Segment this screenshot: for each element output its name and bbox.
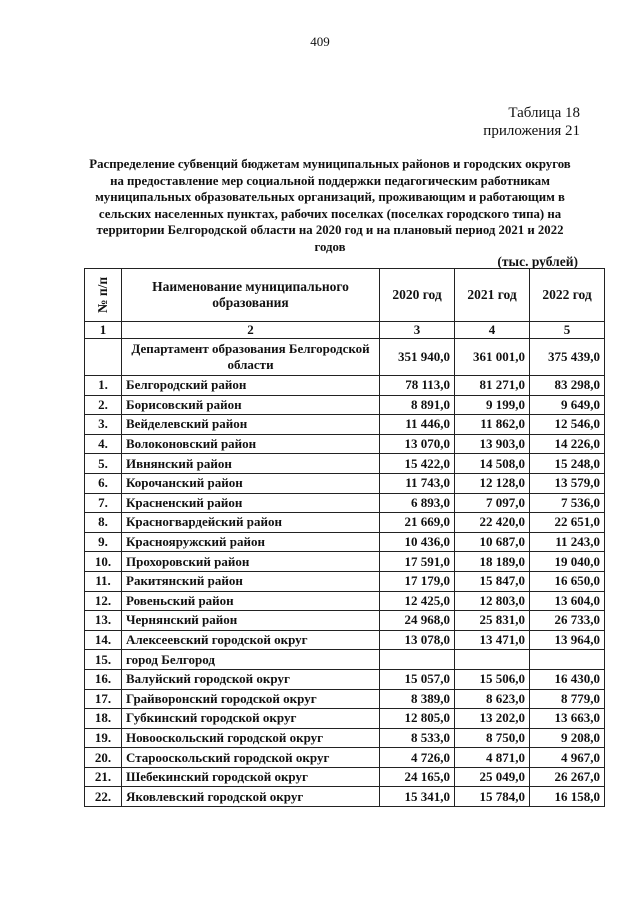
header-number	[85, 269, 122, 322]
row-name: Краснояружский район	[122, 532, 380, 552]
row-index: 2.	[85, 395, 122, 415]
row-2020: 17 591,0	[380, 552, 455, 572]
row-2020: 12 425,0	[380, 591, 455, 611]
row-index: 9.	[85, 532, 122, 552]
header-number-label: № п/п	[95, 276, 111, 314]
row-2020: 12 805,0	[380, 709, 455, 729]
table-row	[85, 415, 605, 435]
row-2022: 8 779,0	[530, 689, 605, 709]
row-2020	[380, 650, 455, 670]
row-index: 3.	[85, 415, 122, 435]
row-2021: 15 506,0	[455, 669, 530, 689]
row-2020: 10 436,0	[380, 532, 455, 552]
row-2020: 13 078,0	[380, 630, 455, 650]
row-2020: 15 341,0	[380, 787, 455, 807]
row-name: Ровеньский район	[122, 591, 380, 611]
department-2020: 351 940,0	[380, 339, 455, 376]
row-index: 11.	[85, 571, 122, 591]
column-number: 1	[85, 322, 122, 339]
row-2020: 6 893,0	[380, 493, 455, 513]
row-index: 19.	[85, 728, 122, 748]
row-2022: 13 604,0	[530, 591, 605, 611]
row-2022: 13 964,0	[530, 630, 605, 650]
table-row	[85, 473, 605, 493]
row-name: Ивнянский район	[122, 454, 380, 474]
table-row	[85, 689, 605, 709]
row-name: Алексеевский городской округ	[122, 630, 380, 650]
department-row	[85, 339, 605, 376]
row-2021: 8 750,0	[455, 728, 530, 748]
row-2022: 22 651,0	[530, 513, 605, 533]
table-row	[85, 728, 605, 748]
row-name: Чернянский район	[122, 611, 380, 631]
table-header-row	[85, 269, 605, 322]
row-name: Старооскольский городской округ	[122, 748, 380, 768]
column-number: 4	[455, 322, 530, 339]
row-name: Новооскольский городской округ	[122, 728, 380, 748]
table-row	[85, 748, 605, 768]
row-2021: 12 128,0	[455, 473, 530, 493]
header-2021: 2021 год	[455, 269, 530, 322]
row-name: город Белгород	[122, 650, 380, 670]
row-2020: 15 422,0	[380, 454, 455, 474]
row-index: 13.	[85, 611, 122, 631]
row-index: 4.	[85, 434, 122, 454]
caption-table-number: Таблица 18	[508, 105, 580, 121]
row-2021: 14 508,0	[455, 454, 530, 474]
table-row	[85, 552, 605, 572]
row-index: 20.	[85, 748, 122, 768]
row-name: Ракитянский район	[122, 571, 380, 591]
row-index: 18.	[85, 709, 122, 729]
row-index: 10.	[85, 552, 122, 572]
row-2020: 4 726,0	[380, 748, 455, 768]
row-name: Шебекинский городской округ	[122, 767, 380, 787]
row-2021: 15 847,0	[455, 571, 530, 591]
row-2020: 8 389,0	[380, 689, 455, 709]
table-row	[85, 376, 605, 396]
header-2022: 2022 год	[530, 269, 605, 322]
row-2022: 83 298,0	[530, 376, 605, 396]
row-name: Грайворонский городской округ	[122, 689, 380, 709]
row-2021: 4 871,0	[455, 748, 530, 768]
row-2020: 78 113,0	[380, 376, 455, 396]
row-2020: 17 179,0	[380, 571, 455, 591]
caption-appendix: приложения 21	[483, 123, 580, 139]
row-2021: 11 862,0	[455, 415, 530, 435]
row-2021: 8 623,0	[455, 689, 530, 709]
table-row	[85, 591, 605, 611]
row-name: Яковлевский городской округ	[122, 787, 380, 807]
department-index	[85, 339, 122, 376]
header-2020: 2020 год	[380, 269, 455, 322]
row-2022: 13 579,0	[530, 473, 605, 493]
row-name: Губкинский городской округ	[122, 709, 380, 729]
table-row	[85, 493, 605, 513]
row-index: 6.	[85, 473, 122, 493]
row-2021: 22 420,0	[455, 513, 530, 533]
row-index: 7.	[85, 493, 122, 513]
row-2021: 9 199,0	[455, 395, 530, 415]
table-row	[85, 669, 605, 689]
row-2022: 16 430,0	[530, 669, 605, 689]
row-2020: 21 669,0	[380, 513, 455, 533]
row-name: Корочанский район	[122, 473, 380, 493]
row-2020: 11 743,0	[380, 473, 455, 493]
column-number-row	[85, 322, 605, 339]
row-2021: 12 803,0	[455, 591, 530, 611]
row-index: 21.	[85, 767, 122, 787]
row-2020: 13 070,0	[380, 434, 455, 454]
subvention-table	[84, 268, 605, 807]
row-2021: 13 202,0	[455, 709, 530, 729]
row-index: 15.	[85, 650, 122, 670]
table-caption	[483, 104, 580, 140]
row-index: 8.	[85, 513, 122, 533]
table-row	[85, 650, 605, 670]
row-2021: 25 831,0	[455, 611, 530, 631]
table-row	[85, 454, 605, 474]
row-2020: 24 968,0	[380, 611, 455, 631]
table-row	[85, 395, 605, 415]
row-index: 12.	[85, 591, 122, 611]
row-2021: 10 687,0	[455, 532, 530, 552]
row-name: Красненский район	[122, 493, 380, 513]
row-2021: 81 271,0	[455, 376, 530, 396]
row-index: 17.	[85, 689, 122, 709]
row-index: 22.	[85, 787, 122, 807]
row-2021: 13 903,0	[455, 434, 530, 454]
row-2022: 9 208,0	[530, 728, 605, 748]
row-2022: 4 967,0	[530, 748, 605, 768]
row-2021	[455, 650, 530, 670]
row-name: Вейделевский район	[122, 415, 380, 435]
row-2022: 13 663,0	[530, 709, 605, 729]
row-index: 1.	[85, 376, 122, 396]
row-2020: 11 446,0	[380, 415, 455, 435]
department-2022: 375 439,0	[530, 339, 605, 376]
row-2022: 9 649,0	[530, 395, 605, 415]
row-2022: 19 040,0	[530, 552, 605, 572]
table-row	[85, 513, 605, 533]
column-number: 5	[530, 322, 605, 339]
page-number: 409	[310, 34, 330, 49]
row-name: Борисовский район	[122, 395, 380, 415]
row-name: Красногвардейский район	[122, 513, 380, 533]
row-2022	[530, 650, 605, 670]
row-2021: 7 097,0	[455, 493, 530, 513]
row-index: 16.	[85, 669, 122, 689]
row-2022: 15 248,0	[530, 454, 605, 474]
department-name: Департамент образования Белгородской области	[122, 339, 380, 376]
row-name: Прохоровский район	[122, 552, 380, 572]
row-2022: 14 226,0	[530, 434, 605, 454]
row-name: Валуйский городской округ	[122, 669, 380, 689]
row-name: Белгородский район	[122, 376, 380, 396]
column-number: 3	[380, 322, 455, 339]
department-2021: 361 001,0	[455, 339, 530, 376]
table-row	[85, 434, 605, 454]
units-label: (тыс. рублей)	[497, 254, 578, 269]
row-2020: 8 533,0	[380, 728, 455, 748]
document-heading: Распределение субвенций бюджетам муниципальных районов и городских округов на предоставление мер социальной поддержки педагогическим работникам муниципальных образовательных организаций, проживающим и работающим в сельских населенных пунктах, рабочих поселках (поселках городского типа) на территории Белгородской области на 2020 год и на плановый период 2021 и 2022 годов	[89, 157, 571, 254]
row-name: Волоконовский район	[122, 434, 380, 454]
table-row	[85, 787, 605, 807]
table-row	[85, 630, 605, 650]
row-2020: 24 165,0	[380, 767, 455, 787]
row-2022: 26 267,0	[530, 767, 605, 787]
row-2022: 16 650,0	[530, 571, 605, 591]
row-index: 14.	[85, 630, 122, 650]
table-row	[85, 571, 605, 591]
row-2021: 15 784,0	[455, 787, 530, 807]
row-2022: 16 158,0	[530, 787, 605, 807]
row-2022: 11 243,0	[530, 532, 605, 552]
row-2022: 7 536,0	[530, 493, 605, 513]
table-row	[85, 532, 605, 552]
table-row	[85, 709, 605, 729]
column-number: 2	[122, 322, 380, 339]
row-2021: 25 049,0	[455, 767, 530, 787]
row-2022: 12 546,0	[530, 415, 605, 435]
header-name: Наименование муниципального образования	[122, 269, 380, 322]
row-index: 5.	[85, 454, 122, 474]
row-2021: 18 189,0	[455, 552, 530, 572]
row-2020: 15 057,0	[380, 669, 455, 689]
table-row	[85, 611, 605, 631]
row-2021: 13 471,0	[455, 630, 530, 650]
row-2022: 26 733,0	[530, 611, 605, 631]
table-row	[85, 767, 605, 787]
row-2020: 8 891,0	[380, 395, 455, 415]
